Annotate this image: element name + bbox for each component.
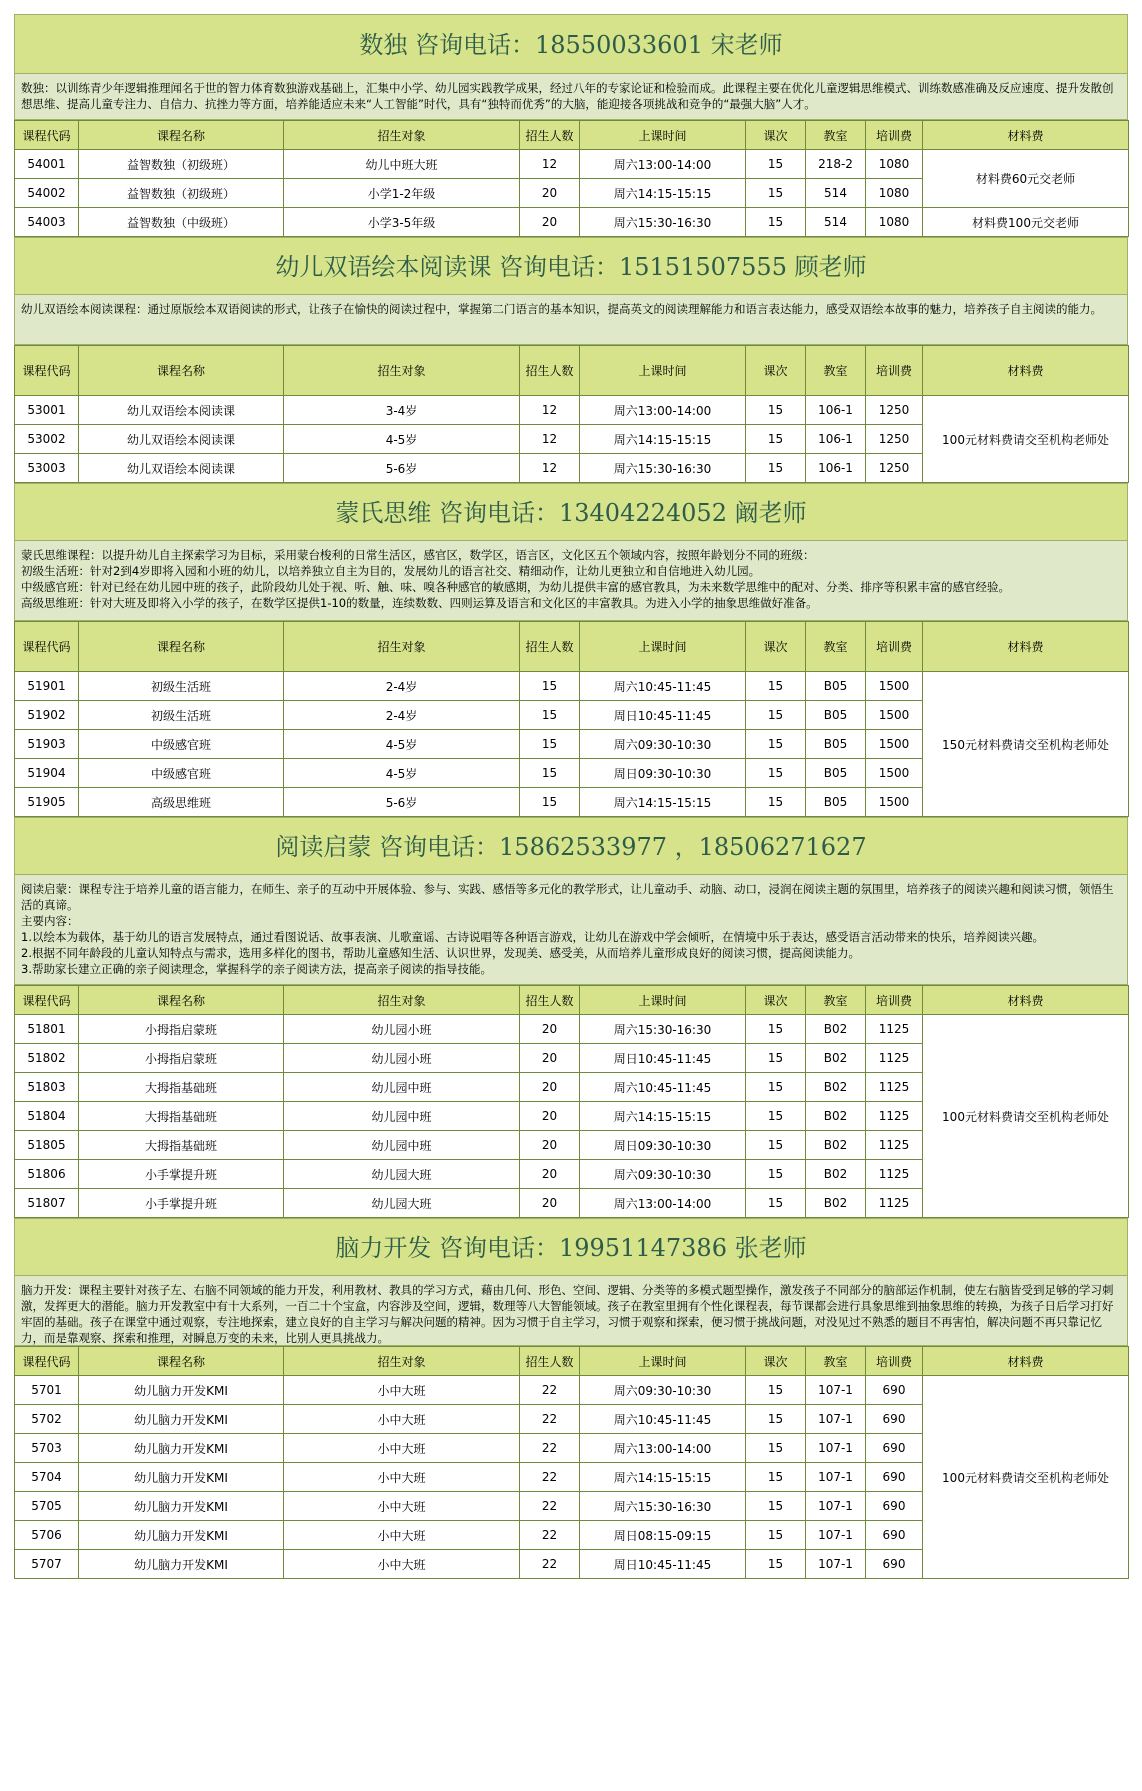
table-cell: 1250 <box>866 396 923 425</box>
material-fee-cell: 材料费100元交老师 <box>923 208 1129 237</box>
table-cell: 690 <box>866 1550 923 1579</box>
table-cell: 51807 <box>15 1189 79 1218</box>
column-header: 招生人数 <box>520 1347 580 1376</box>
table-cell: 周日10:45-11:45 <box>580 1044 746 1073</box>
table-cell: 高级思维班 <box>79 788 284 817</box>
table-cell: 20 <box>520 1015 580 1044</box>
table-cell: 幼儿双语绘本阅读课 <box>79 425 284 454</box>
table-row <box>15 208 1129 237</box>
table-cell: 幼儿园中班 <box>284 1073 520 1102</box>
table-cell: 4-5岁 <box>284 730 520 759</box>
column-header: 课程名称 <box>79 121 284 150</box>
table-cell: 小手掌提升班 <box>79 1160 284 1189</box>
course-section <box>14 1218 1128 1579</box>
table-cell: 1500 <box>866 672 923 701</box>
table-cell: 小中大班 <box>284 1463 520 1492</box>
table-cell: 15 <box>746 1073 806 1102</box>
column-header: 教室 <box>806 622 866 672</box>
table-row <box>15 1015 1129 1044</box>
table-cell: 1250 <box>866 454 923 483</box>
table-cell: 1080 <box>866 179 923 208</box>
column-header: 材料费 <box>923 346 1129 396</box>
column-header: 招生人数 <box>520 346 580 396</box>
course-section <box>14 237 1128 483</box>
table-cell: 5705 <box>15 1492 79 1521</box>
table-cell: 690 <box>866 1492 923 1521</box>
table-cell: 小拇指启蒙班 <box>79 1015 284 1044</box>
table-cell: 51901 <box>15 672 79 701</box>
table-cell: B02 <box>806 1073 866 1102</box>
table-cell: 周六09:30-10:30 <box>580 730 746 759</box>
table-cell: 51803 <box>15 1073 79 1102</box>
column-header: 材料费 <box>923 986 1129 1015</box>
table-cell: 小中大班 <box>284 1376 520 1405</box>
table-cell: B02 <box>806 1102 866 1131</box>
table-cell: 514 <box>806 208 866 237</box>
table-cell: 2-4岁 <box>284 672 520 701</box>
table-cell: 51801 <box>15 1015 79 1044</box>
column-header: 上课时间 <box>580 121 746 150</box>
table-cell: 20 <box>520 208 580 237</box>
table-cell: 51902 <box>15 701 79 730</box>
column-header: 上课时间 <box>580 622 746 672</box>
table-cell: 周六14:15-15:15 <box>580 1102 746 1131</box>
table-cell: 15 <box>746 759 806 788</box>
column-header: 课程代码 <box>15 1347 79 1376</box>
table-cell: 2-4岁 <box>284 701 520 730</box>
table-cell: 幼儿中班大班 <box>284 150 520 179</box>
table-cell: 1080 <box>866 150 923 179</box>
course-section <box>14 14 1128 237</box>
table-cell: 51802 <box>15 1044 79 1073</box>
table-cell: 1125 <box>866 1044 923 1073</box>
table-cell: 1500 <box>866 759 923 788</box>
section-description: 蒙氏思维课程：以提升幼儿自主探索学习为目标，采用蒙台梭利的日常生活区，感官区，数学区，语言区，文化区五个领域内容，按照年龄划分不同的班级： 初级生活班：针对2到4岁即将入园和小班的幼儿，以培养独立自主为目的，发展幼儿的语言社交、精细动作，让幼儿更独立和自信地进入幼儿园。 中级感官班：针对已经在幼儿园中班的孩子，此阶段幼儿处于视、听、触、味、嗅各种感官的敏感期，为幼儿提供丰富的感官教具，为未来数学思维中的配对、分类、排序等积累丰富的感官经验。 高级思维班：针对大班及即将入小学的孩子，在数学区提供1-10的数量，连续数数、四则运算及语言和文化区的丰富教具。为进入小学的抽象思维做好准备。 <box>14 541 1128 621</box>
table-cell: 15 <box>746 150 806 179</box>
column-header: 上课时间 <box>580 346 746 396</box>
table-cell: B02 <box>806 1189 866 1218</box>
column-header: 教室 <box>806 346 866 396</box>
table-cell: 大拇指基础班 <box>79 1073 284 1102</box>
section-description: 数独：以训练青少年逻辑推理闻名于世的智力体育数独游戏基础上，汇集中小学、幼儿园实践教学成果，经过八年的专家论证和检验而成。此课程主要在优化儿童逻辑思维模式、训练数感准确及反应速度、提升发散创想思维、提高儿童专注力、自信力、抗挫力等方面，培养能适应未来“人工智能”时代，具有“独特而优秀”的大脑，能迎接各项挑战和竞争的“最强大脑”人才。 <box>14 74 1128 120</box>
table-cell: 1500 <box>866 701 923 730</box>
table-cell: 15 <box>746 788 806 817</box>
table-cell: 51904 <box>15 759 79 788</box>
table-cell: 54001 <box>15 150 79 179</box>
table-cell: 4-5岁 <box>284 425 520 454</box>
table-cell: 54003 <box>15 208 79 237</box>
table-cell: 1500 <box>866 730 923 759</box>
course-table <box>14 621 1129 817</box>
table-cell: 5-6岁 <box>284 788 520 817</box>
table-cell: 5707 <box>15 1550 79 1579</box>
table-cell: 周六14:15-15:15 <box>580 1463 746 1492</box>
table-cell: 15 <box>746 1160 806 1189</box>
column-header: 课程代码 <box>15 986 79 1015</box>
table-cell: 1125 <box>866 1102 923 1131</box>
table-cell: 1250 <box>866 425 923 454</box>
table-cell: 15 <box>746 1550 806 1579</box>
table-cell: 15 <box>520 672 580 701</box>
column-header: 招生人数 <box>520 622 580 672</box>
table-cell: 1500 <box>866 788 923 817</box>
table-cell: 15 <box>746 1521 806 1550</box>
table-cell: 1125 <box>866 1160 923 1189</box>
table-cell: 20 <box>520 1044 580 1073</box>
column-header: 招生对象 <box>284 986 520 1015</box>
table-cell: 15 <box>520 759 580 788</box>
table-cell: 1125 <box>866 1131 923 1160</box>
table-cell: 大拇指基础班 <box>79 1131 284 1160</box>
table-cell: 690 <box>866 1405 923 1434</box>
table-cell: 15 <box>746 396 806 425</box>
material-fee-cell: 150元材料费请交至机构老师处 <box>923 672 1129 817</box>
section-title: 脑力开发 咨询电话：19951147386 张老师 <box>14 1218 1128 1276</box>
header-row <box>15 622 1129 672</box>
table-cell: 12 <box>520 150 580 179</box>
table-cell: 15 <box>746 672 806 701</box>
table-cell: 初级生活班 <box>79 701 284 730</box>
column-header: 材料费 <box>923 1347 1129 1376</box>
table-cell: 益智数独（初级班） <box>79 150 284 179</box>
section-description: 脑力开发：课程主要针对孩子左、右脑不同领域的能力开发，利用教材、教具的学习方式，藉由几何、形色、空间、逻辑、分类等的多模式题型操作，激发孩子不同部分的脑部运作机制，使左右脑皆受到足够的学习刺激，发挥更大的潜能。脑力开发教室中有十大系列，一百二十个宝盒，内容涉及空间，逻辑，数理等八大智能领域。孩子在教室里拥有个性化课程表，每节课都会进行具象思维到抽象思维的转换，为孩子日后学习打好牢固的基础。孩子在课堂中通过观察，专注地探索，建立良好的自主学习与解决问题的精神。因为习惯于自主学习，习惯于观察和探索，便习惯于挑战问题，对没见过不熟悉的题目不再害怕，解决问题不再只靠记忆力，而是靠观察、探索和推理，对瞬息万变的未来，比别人更具挑战力。 <box>14 1276 1128 1346</box>
table-cell: 幼儿双语绘本阅读课 <box>79 454 284 483</box>
table-cell: B02 <box>806 1015 866 1044</box>
course-table <box>14 985 1129 1218</box>
table-cell: 20 <box>520 1102 580 1131</box>
table-cell: 106-1 <box>806 425 866 454</box>
table-cell: 107-1 <box>806 1405 866 1434</box>
table-cell: 15 <box>746 208 806 237</box>
table-cell: 幼儿脑力开发KMI <box>79 1550 284 1579</box>
table-cell: 4-5岁 <box>284 759 520 788</box>
table-cell: 益智数独（中级班） <box>79 208 284 237</box>
table-cell: 小手掌提升班 <box>79 1189 284 1218</box>
column-header: 培训费 <box>866 121 923 150</box>
table-cell: 5701 <box>15 1376 79 1405</box>
table-cell: 107-1 <box>806 1463 866 1492</box>
course-table <box>14 345 1129 483</box>
table-cell: 15 <box>746 1102 806 1131</box>
column-header: 材料费 <box>923 121 1129 150</box>
table-cell: 周六13:00-14:00 <box>580 1434 746 1463</box>
section-title: 阅读启蒙 咨询电话：15862533977 ，18506271627 <box>14 817 1128 875</box>
table-cell: 大拇指基础班 <box>79 1102 284 1131</box>
table-cell: 22 <box>520 1434 580 1463</box>
column-header: 课次 <box>746 1347 806 1376</box>
table-cell: 幼儿园大班 <box>284 1160 520 1189</box>
table-cell: B05 <box>806 672 866 701</box>
table-cell: 周六15:30-16:30 <box>580 208 746 237</box>
table-cell: 15 <box>746 1376 806 1405</box>
column-header: 培训费 <box>866 622 923 672</box>
table-cell: 幼儿脑力开发KMI <box>79 1405 284 1434</box>
table-cell: 3-4岁 <box>284 396 520 425</box>
column-header: 教室 <box>806 1347 866 1376</box>
table-cell: 中级感官班 <box>79 759 284 788</box>
table-cell: 20 <box>520 1073 580 1102</box>
table-cell: 690 <box>866 1521 923 1550</box>
table-cell: 5703 <box>15 1434 79 1463</box>
table-cell: 22 <box>520 1492 580 1521</box>
table-cell: 幼儿脑力开发KMI <box>79 1376 284 1405</box>
table-cell: 514 <box>806 179 866 208</box>
table-cell: 初级生活班 <box>79 672 284 701</box>
material-fee-cell: 100元材料费请交至机构老师处 <box>923 396 1129 483</box>
table-cell: 106-1 <box>806 396 866 425</box>
material-fee-cell: 100元材料费请交至机构老师处 <box>923 1015 1129 1218</box>
table-cell: 51804 <box>15 1102 79 1131</box>
section-title: 幼儿双语绘本阅读课 咨询电话：15151507555 顾老师 <box>14 237 1128 295</box>
table-cell: 53002 <box>15 425 79 454</box>
column-header: 教室 <box>806 121 866 150</box>
section-description: 幼儿双语绘本阅读课程：通过原版绘本双语阅读的形式，让孩子在愉快的阅读过程中，掌握第二门语言的基本知识，提高英文的阅读理解能力和语言表达能力，感受双语绘本故事的魅力，培养孩子自主阅读的能力。 <box>14 295 1128 345</box>
table-cell: 51905 <box>15 788 79 817</box>
table-cell: 15 <box>746 1492 806 1521</box>
table-cell: 周六15:30-16:30 <box>580 1492 746 1521</box>
table-cell: 5702 <box>15 1405 79 1434</box>
column-header: 上课时间 <box>580 1347 746 1376</box>
table-cell: 22 <box>520 1521 580 1550</box>
table-cell: 15 <box>520 701 580 730</box>
table-cell: 周日09:30-10:30 <box>580 1131 746 1160</box>
column-header: 招生对象 <box>284 622 520 672</box>
table-cell: 15 <box>520 788 580 817</box>
table-cell: 15 <box>746 730 806 759</box>
table-cell: 12 <box>520 425 580 454</box>
column-header: 课程代码 <box>15 346 79 396</box>
table-cell: 幼儿脑力开发KMI <box>79 1492 284 1521</box>
table-row <box>15 1376 1129 1405</box>
table-cell: 20 <box>520 179 580 208</box>
section-title: 数独 咨询电话：18550033601 宋老师 <box>14 14 1128 74</box>
table-row <box>15 672 1129 701</box>
table-cell: 107-1 <box>806 1434 866 1463</box>
table-cell: B05 <box>806 788 866 817</box>
table-cell: B02 <box>806 1044 866 1073</box>
table-cell: 幼儿脑力开发KMI <box>79 1434 284 1463</box>
table-cell: B05 <box>806 701 866 730</box>
table-cell: 690 <box>866 1463 923 1492</box>
table-cell: 51805 <box>15 1131 79 1160</box>
table-cell: 幼儿园中班 <box>284 1102 520 1131</box>
column-header: 课程名称 <box>79 986 284 1015</box>
table-cell: 690 <box>866 1434 923 1463</box>
header-row <box>15 1347 1129 1376</box>
column-header: 培训费 <box>866 1347 923 1376</box>
column-header: 课程代码 <box>15 622 79 672</box>
table-cell: 小中大班 <box>284 1521 520 1550</box>
column-header: 课次 <box>746 986 806 1015</box>
table-cell: 15 <box>746 1015 806 1044</box>
column-header: 招生对象 <box>284 346 520 396</box>
material-fee-cell: 100元材料费请交至机构老师处 <box>923 1376 1129 1579</box>
header-row <box>15 986 1129 1015</box>
table-cell: 周六14:15-15:15 <box>580 179 746 208</box>
table-cell: 幼儿园大班 <box>284 1189 520 1218</box>
table-cell: 小中大班 <box>284 1550 520 1579</box>
table-cell: 周六13:00-14:00 <box>580 150 746 179</box>
table-cell: 15 <box>746 179 806 208</box>
table-cell: 5-6岁 <box>284 454 520 483</box>
table-cell: B02 <box>806 1160 866 1189</box>
column-header: 课次 <box>746 121 806 150</box>
table-cell: 15 <box>746 701 806 730</box>
table-cell: 20 <box>520 1189 580 1218</box>
table-cell: 周日08:15-09:15 <box>580 1521 746 1550</box>
table-cell: 周日10:45-11:45 <box>580 701 746 730</box>
table-cell: 幼儿脑力开发KMI <box>79 1463 284 1492</box>
table-cell: 1125 <box>866 1015 923 1044</box>
table-cell: 22 <box>520 1550 580 1579</box>
table-cell: 1125 <box>866 1189 923 1218</box>
column-header: 课程名称 <box>79 346 284 396</box>
table-cell: 1080 <box>866 208 923 237</box>
table-cell: 15 <box>746 1131 806 1160</box>
table-cell: 22 <box>520 1405 580 1434</box>
table-cell: 周六09:30-10:30 <box>580 1376 746 1405</box>
table-cell: B05 <box>806 759 866 788</box>
table-row <box>15 396 1129 425</box>
table-cell: 15 <box>746 1044 806 1073</box>
table-cell: 12 <box>520 396 580 425</box>
table-cell: 20 <box>520 1160 580 1189</box>
section-title: 蒙氏思维 咨询电话：13404224052 阚老师 <box>14 483 1128 541</box>
table-cell: 周日09:30-10:30 <box>580 759 746 788</box>
table-cell: 小学3-5年级 <box>284 208 520 237</box>
column-header: 教室 <box>806 986 866 1015</box>
course-table <box>14 1346 1129 1579</box>
column-header: 课程代码 <box>15 121 79 150</box>
table-cell: 15 <box>746 1463 806 1492</box>
column-header: 课次 <box>746 622 806 672</box>
table-cell: 小拇指启蒙班 <box>79 1044 284 1073</box>
table-cell: 周六10:45-11:45 <box>580 1073 746 1102</box>
table-row <box>15 150 1129 179</box>
column-header: 课次 <box>746 346 806 396</box>
table-cell: 小中大班 <box>284 1405 520 1434</box>
table-cell: 53001 <box>15 396 79 425</box>
material-fee-cell: 材料费60元交老师 <box>923 150 1129 208</box>
table-cell: 幼儿脑力开发KMI <box>79 1521 284 1550</box>
table-cell: 周六13:00-14:00 <box>580 1189 746 1218</box>
table-cell: 53003 <box>15 454 79 483</box>
column-header: 课程名称 <box>79 1347 284 1376</box>
table-cell: 12 <box>520 454 580 483</box>
table-cell: B05 <box>806 730 866 759</box>
table-cell: 周六09:30-10:30 <box>580 1160 746 1189</box>
table-cell: 22 <box>520 1376 580 1405</box>
table-cell: 幼儿双语绘本阅读课 <box>79 396 284 425</box>
table-cell: 周六14:15-15:15 <box>580 788 746 817</box>
table-cell: 218-2 <box>806 150 866 179</box>
table-cell: 周六10:45-11:45 <box>580 1405 746 1434</box>
column-header: 课程名称 <box>79 622 284 672</box>
table-cell: 1125 <box>866 1073 923 1102</box>
table-cell: 54002 <box>15 179 79 208</box>
course-section <box>14 817 1128 1218</box>
table-cell: 周六13:00-14:00 <box>580 396 746 425</box>
column-header: 招生人数 <box>520 986 580 1015</box>
course-table <box>14 120 1129 237</box>
table-cell: 周日10:45-11:45 <box>580 1550 746 1579</box>
column-header: 培训费 <box>866 346 923 396</box>
table-cell: 107-1 <box>806 1521 866 1550</box>
table-cell: 周六14:15-15:15 <box>580 425 746 454</box>
table-cell: B02 <box>806 1131 866 1160</box>
table-cell: 中级感官班 <box>79 730 284 759</box>
table-cell: 107-1 <box>806 1492 866 1521</box>
column-header: 培训费 <box>866 986 923 1015</box>
table-cell: 690 <box>866 1376 923 1405</box>
table-cell: 小中大班 <box>284 1434 520 1463</box>
table-cell: 51903 <box>15 730 79 759</box>
table-cell: 益智数独（初级班） <box>79 179 284 208</box>
header-row <box>15 346 1129 396</box>
section-description: 阅读启蒙：课程专注于培养儿童的语言能力，在师生、亲子的互动中开展体验、参与、实践、感悟等多元化的教学形式，让儿童动手、动脑、动口，浸润在阅读主题的氛围里，培养孩子的阅读兴趣和阅读习惯，领悟生活的真谛。 主要内容： 1.以绘本为载体，基于幼儿的语言发展特点，通过看图说话、故事表演、儿歌童谣、古诗说唱等各种语言游戏，让幼儿在游戏中学会倾听，在情境中乐于表达，感受语言活动带来的快乐，培养阅读兴趣。 2.根据不同年龄段的儿童认知特点与需求，选用多样化的图书，帮助儿童感知生活、认识世界，发现美、感受美，从而培养儿童形成良好的阅读习惯，提高阅读能力。 3.帮助家长建立正确的亲子阅读理念，掌握科学的亲子阅读方法，提高亲子阅读的指导技能。 <box>14 875 1128 985</box>
table-cell: 15 <box>520 730 580 759</box>
column-header: 上课时间 <box>580 986 746 1015</box>
table-cell: 15 <box>746 1405 806 1434</box>
table-cell: 107-1 <box>806 1550 866 1579</box>
table-cell: 周六15:30-16:30 <box>580 1015 746 1044</box>
table-cell: 小学1-2年级 <box>284 179 520 208</box>
table-cell: 107-1 <box>806 1376 866 1405</box>
table-cell: 5704 <box>15 1463 79 1492</box>
column-header: 招生人数 <box>520 121 580 150</box>
table-cell: 幼儿园小班 <box>284 1044 520 1073</box>
table-cell: 周六15:30-16:30 <box>580 454 746 483</box>
table-cell: 15 <box>746 454 806 483</box>
column-header: 招生对象 <box>284 121 520 150</box>
table-cell: 幼儿园中班 <box>284 1131 520 1160</box>
column-header: 材料费 <box>923 622 1129 672</box>
table-cell: 15 <box>746 425 806 454</box>
table-cell: 小中大班 <box>284 1492 520 1521</box>
table-cell: 5706 <box>15 1521 79 1550</box>
table-cell: 15 <box>746 1189 806 1218</box>
table-cell: 15 <box>746 1434 806 1463</box>
table-cell: 20 <box>520 1131 580 1160</box>
course-schedule <box>14 14 1128 1579</box>
table-cell: 22 <box>520 1463 580 1492</box>
column-header: 招生对象 <box>284 1347 520 1376</box>
course-section <box>14 483 1128 817</box>
table-cell: 51806 <box>15 1160 79 1189</box>
header-row <box>15 121 1129 150</box>
table-cell: 幼儿园小班 <box>284 1015 520 1044</box>
table-cell: 周六10:45-11:45 <box>580 672 746 701</box>
table-cell: 106-1 <box>806 454 866 483</box>
